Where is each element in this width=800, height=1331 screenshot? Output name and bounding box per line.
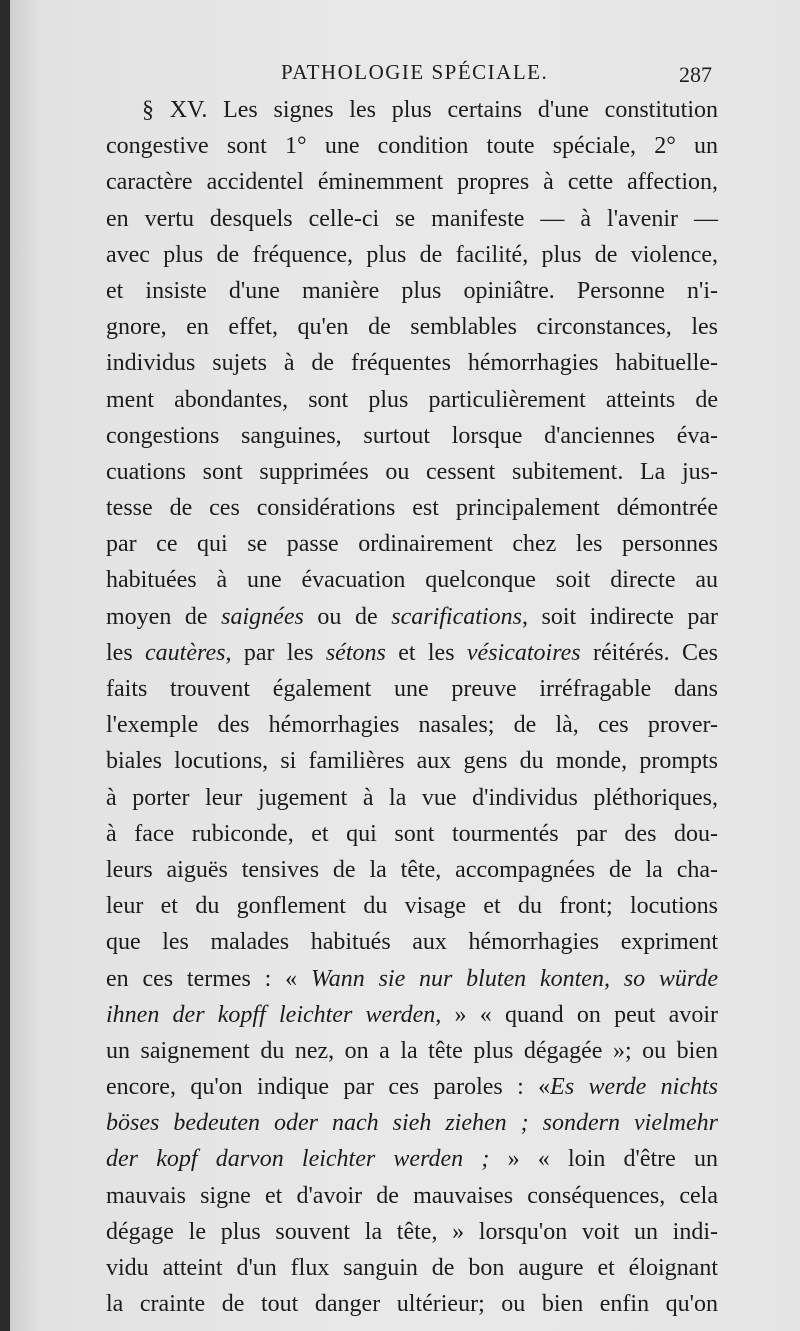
text-line (106, 707, 718, 743)
text-line (106, 526, 718, 562)
text-run: à face rubiconde, et qui sont tourmentés par des dou- (106, 820, 718, 847)
italic-run: böses bedeuten oder nach sieh ziehen ; sondern vielmehr (106, 1110, 718, 1137)
text-run: les (106, 639, 146, 666)
running-title: PATHOLOGIE SPÉCIALE. (281, 60, 549, 84)
text-line (106, 418, 718, 454)
italic-run: vésicatoires (466, 639, 581, 666)
text-line (106, 961, 718, 997)
text-run: ou de (303, 603, 392, 630)
book-page (10, 0, 800, 1331)
text-line (106, 1069, 718, 1105)
text-line (106, 1214, 718, 1250)
italic-run: cautères (145, 639, 226, 666)
running-head (106, 60, 718, 90)
text-run: caractère accidentel éminemment propres à cette affection, (106, 169, 718, 196)
text-line (106, 997, 718, 1033)
text-line (106, 635, 718, 671)
text-run: biales locutions, si familières aux gens du monde, prompts (106, 748, 718, 775)
text-run: congestions sanguines, surtout lorsque d'anciennes éva- (106, 422, 718, 449)
text-line (106, 671, 718, 707)
text-run: la crainte de tout danger ultérieur; ou bien enfin qu'on (106, 1291, 718, 1318)
text-line (106, 490, 718, 526)
text-run: à porter leur jugement à la vue d'individus pléthoriques, (106, 784, 718, 811)
text-line (106, 816, 718, 852)
text-run: habituées à une évacuation quelconque soit directe au (106, 567, 718, 594)
text-line (106, 345, 718, 381)
italic-run: Wann sie nur bluten konten, so würde (310, 965, 719, 992)
text-run: l'exemple des hémorrhagies nasales; de là, ces prover- (106, 712, 718, 739)
text-run: et insiste d'une manière plus opiniâtre. Personne n'i- (106, 277, 718, 304)
text-run: avec plus de fréquence, plus de facilité, plus de violence, (106, 241, 718, 268)
text-run: un saignement du nez, on a la tête plus dégagée »; ou bien (106, 1037, 718, 1064)
text-run: individus sujets à de fréquentes hémorrhagies habituelle- (106, 350, 718, 377)
text-line (106, 743, 718, 779)
text-run: moyen de (106, 603, 222, 630)
text-run: gnore, en effet, qu'en de semblables circonstances, les (106, 314, 718, 341)
text-run: que les malades habitués aux hémorrhagies expriment (106, 929, 718, 956)
page-number: 287 (679, 62, 712, 87)
text-run: dégage le plus souvent la tête, » lorsqu'on voit un indi- (106, 1218, 718, 1245)
italic-run: scarifications (391, 603, 522, 630)
text-run: réitérés. Ces (580, 639, 718, 666)
text-run: congestive sont 1° une condition toute spéciale, 2° un (106, 133, 718, 160)
text-run: encore, qu'on indique par ces paroles : « (106, 1074, 551, 1101)
text-run: mauvais signe et d'avoir de mauvaises conséquences, cela (106, 1182, 718, 1209)
text-line (106, 852, 718, 888)
text-line (106, 1105, 718, 1141)
text-line (106, 309, 718, 345)
italic-run: saignées (221, 603, 304, 630)
text-line (106, 382, 718, 418)
text-run: leur et du gonflement du visage et du front; locutions (106, 893, 718, 920)
text-run: vidu atteint d'un flux sanguin de bon augure et éloignant (106, 1255, 718, 1281)
text-line (106, 128, 718, 164)
text-line (106, 780, 718, 816)
text-run: tesse de ces considérations est principalement démontrée (106, 495, 718, 522)
text-run: leurs aiguës tensives de la tête, accompagnées de la cha- (106, 856, 718, 883)
text-line (106, 201, 718, 237)
text-run: faits trouvent également une preuve irréfragable dans (106, 676, 718, 702)
text-line (106, 599, 718, 635)
text-run: » « quand on peut avoir (441, 1001, 718, 1028)
text-run: ment abondantes, sont plus particulièrement atteints de (106, 386, 718, 413)
text-run: § XV. Les signes les plus certains d'une constitution (142, 97, 718, 123)
text-line (106, 1141, 718, 1177)
text-run: , soit indirecte par (521, 603, 718, 630)
text-line (106, 562, 718, 598)
text-run: par ce qui se passe ordinairement chez les personnes (106, 531, 718, 558)
italic-run: Es werde nichts (550, 1074, 718, 1101)
text-line (106, 888, 718, 924)
text-run: et les (385, 639, 467, 666)
text-line (106, 273, 718, 309)
italic-run: der kopf darvon leichter werden ; (106, 1146, 490, 1173)
body-text (106, 92, 718, 1322)
text-run: cuations sont supprimées ou cessent subitement. La jus- (106, 458, 718, 485)
italic-run: sétons (325, 639, 386, 666)
text-run: » « loin d'être un (489, 1146, 719, 1173)
text-run: en ces termes : « (106, 965, 311, 992)
text-run: , par les (225, 639, 326, 666)
text-line (106, 454, 718, 490)
text-line (106, 1250, 718, 1286)
text-line (106, 92, 718, 128)
text-line (106, 1178, 718, 1214)
italic-run: ihnen der kopff leichter werden, (106, 1001, 442, 1028)
text-line (106, 164, 718, 200)
text-line (106, 1286, 718, 1322)
text-line (106, 1033, 718, 1069)
text-line (106, 237, 718, 273)
text-run: en vertu desquels celle-ci se manifeste — à l'avenir — (106, 205, 718, 232)
text-line (106, 924, 718, 960)
